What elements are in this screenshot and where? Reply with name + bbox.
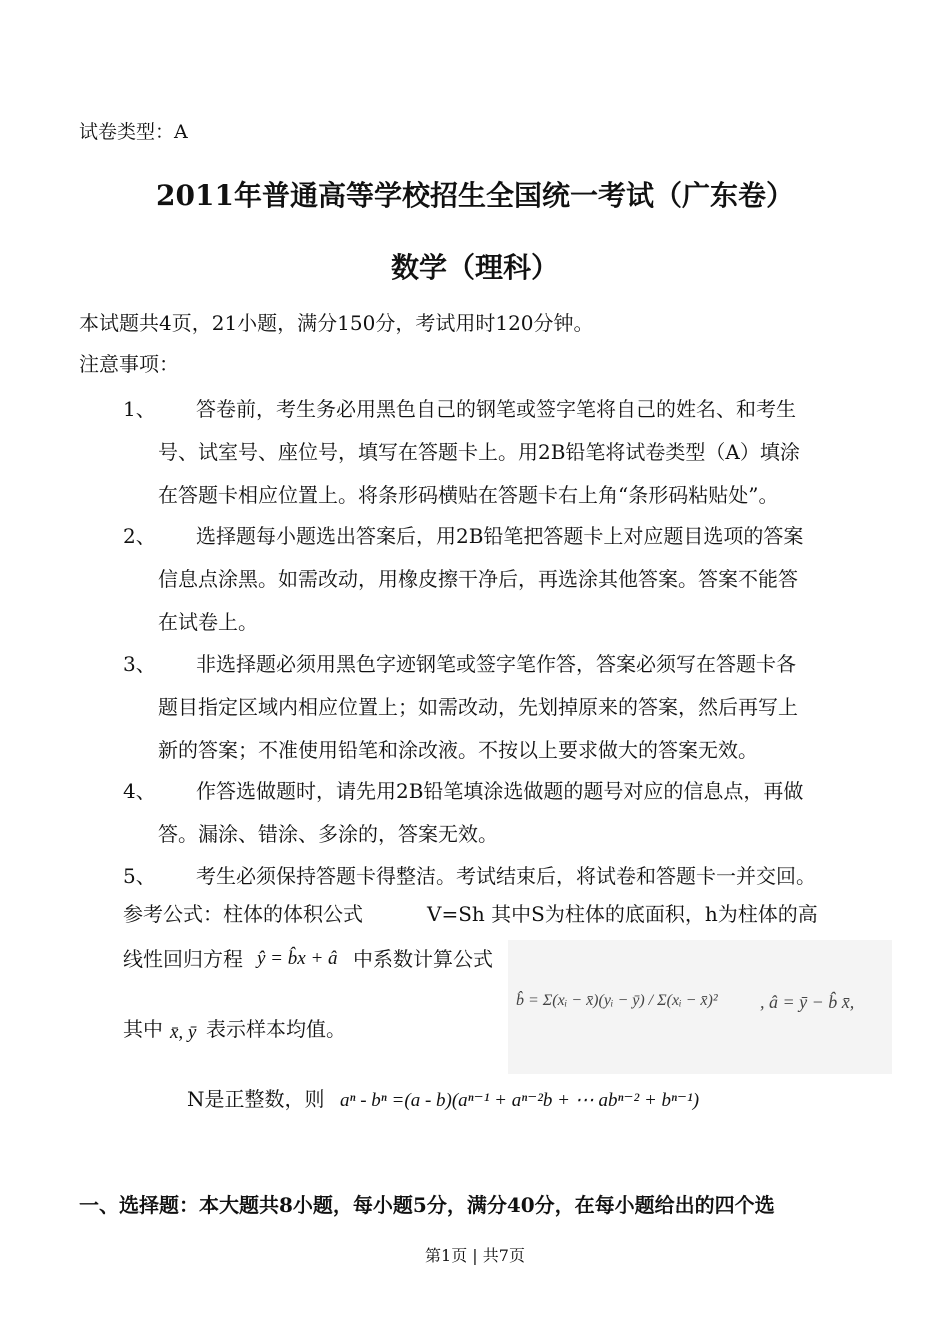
a-hat-formula: , â = ȳ − b̂ x̄, [760, 992, 855, 1012]
power-difference-formula: aⁿ - bⁿ =(a - b)(aⁿ⁻¹ + aⁿ⁻²b + ⋯ abⁿ⁻² + bⁿ⁻¹) [340, 1090, 700, 1111]
reference-label: 参考公式：柱体的体积公式 [123, 902, 363, 926]
note-number: 2、 [123, 524, 156, 548]
n-integer-label: N是正整数，则 [187, 1087, 325, 1111]
note-line: 号、试室号、座位号，填写在答题卡上。用2B铅笔将试卷类型（A）填涂 [158, 440, 800, 464]
note-line: 信息点涂黑。如需改动，用橡皮擦干净后，再选涂其他答案。答案不能答 [158, 567, 798, 591]
page-footer: 第1页 | 共7页 [425, 1246, 525, 1265]
paper-type: 试卷类型：A [79, 121, 188, 143]
note-line: 在试卷上。 [158, 610, 258, 634]
subject-title: 数学（理科） [390, 251, 559, 284]
regression-prefix: 线性回归方程 [123, 947, 243, 971]
note-line: 考生必须保持答题卡得整洁。考试结束后，将试卷和答题卡一并交回。 [196, 864, 816, 888]
mean-prefix: 其中 [123, 1017, 163, 1041]
section-heading: 一、选择题：本大题共8小题，每小题5分，满分40分，在每小题给出的四个选 [79, 1193, 775, 1217]
note-line: 作答选做题时，请先用2B铅笔填涂选做题的题号对应的信息点，再做 [196, 779, 804, 803]
exam-title: 2011年普通高等学校招生全国统一考试（广东卷） [156, 179, 794, 212]
note-line: 选择题每小题选出答案后，用2B铅笔把答题卡上对应题目选项的答案 [196, 524, 804, 548]
note-number: 1、 [123, 397, 156, 421]
note-number: 3、 [123, 652, 156, 676]
notes-heading: 注意事项： [79, 352, 179, 376]
regression-equation: ŷ = b̂x + â [257, 948, 338, 969]
mean-variables: x̄, ȳ [170, 1022, 197, 1043]
note-line: 在答题卡相应位置上。将条形码横贴在答题卡右上角“条形码粘贴处”。 [158, 483, 779, 507]
note-line: 答。漏涂、错涂、多涂的，答案无效。 [158, 822, 498, 846]
intro-text: 本试题共4页，21小题，满分150分，考试用时120分钟。 [79, 311, 594, 335]
note-line: 题目指定区域内相应位置上；如需改动，先划掉原来的答案，然后再写上 [158, 695, 798, 719]
note-line: 答卷前，考生务必用黑色自己的钢笔或签字笔将自己的姓名、和考生 [196, 397, 796, 421]
coefficient-formula-image [508, 940, 892, 1074]
prism-volume-formula: V=Sh 其中S为柱体的底面积，h为柱体的高 [427, 902, 818, 926]
b-hat-formula: b̂ = Σ(xᵢ − x̄)(yᵢ − ȳ) / Σ(xᵢ − x̄)² [516, 992, 718, 1009]
mean-suffix: 表示样本均值。 [206, 1017, 346, 1041]
note-number: 5、 [123, 864, 156, 888]
note-line: 新的答案；不准使用铅笔和涂改液。不按以上要求做大的答案无效。 [158, 738, 758, 762]
regression-suffix: 中系数计算公式 [353, 947, 493, 971]
note-number: 4、 [123, 779, 156, 803]
note-line: 非选择题必须用黑色字迹钢笔或签字笔作答，答案必须写在答题卡各 [196, 652, 796, 676]
